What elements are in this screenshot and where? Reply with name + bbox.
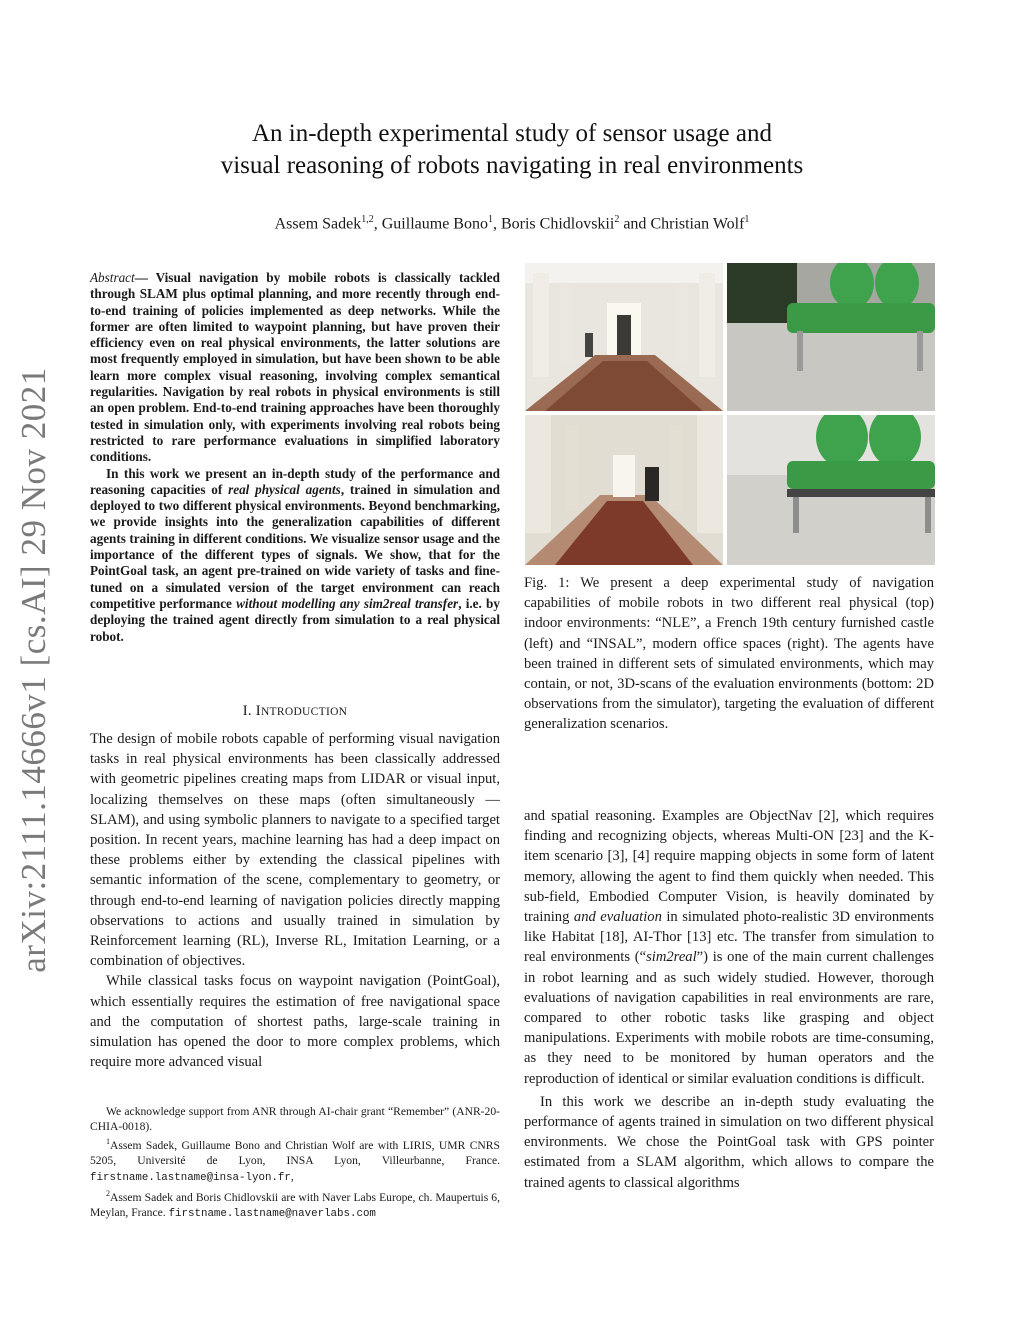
abstract-text: In this work we present an in-depth study of the performance and reasoning capacities of bbox=[90, 465, 500, 497]
arxiv-id: arXiv:2111.14666v1 [cs.AI] 29 Nov 2021 bbox=[14, 367, 53, 973]
right-paragraph-1 bbox=[524, 806, 934, 1089]
author-name: Assem Sadek bbox=[274, 215, 362, 233]
author-list bbox=[150, 209, 874, 235]
abstract-text: , trained in simulation and deployed to two different physical environments. Beyond benchmarking, we provide insights into the generalization capabilities of different agents training in different conditions. We visualize sensor usage and the importance of the different types of signals. We show, that for the PointGoal task, an agent pre-trained on wide variety of tasks and fine-tuned on a simulated version of the target environment can reach competitive performance bbox=[90, 481, 500, 611]
body-text: ”) is one of the main current challenges in robot learning and as such widely studied. However, thorough evaluations of navigation capabilities in real environments are rare, compared to other robotic tasks like grasping and object manipulations. Experiments with mobile robots are time-consuming, as they need to be monitored by human operators and the reproduction of identical or similar evaluation conditions is difficult. bbox=[524, 949, 934, 1087]
abstract-text-1: Visual navigation by mobile robots is classically tackled through SLAM plus optimal planning, and more recently through end-to-end training of policies implemented as deep networks. While the former are often limited to waypoint planning, but have proven their efficiency even on real physical environments, the latter solutions are most frequently employed in simulation, but have been shown to be able learn more complex visual reasoning, involving complex semantical regularities. Navigation by real robots in physical environments is still an open problem. End-to-end training approaches have been thoroughly tested in simulation only, with experiments involving real robots being restricted to rare performance evaluations in simplified laboratory conditions. bbox=[90, 270, 500, 465]
author-name: Boris Chidlovskii bbox=[500, 215, 615, 233]
author-separator: and bbox=[619, 215, 651, 233]
photo-castle-simulated bbox=[525, 415, 723, 565]
body-text: in simulated photo-realistic 3D environments like Habitat [18], AI-Thor [13] etc. The transfer from simulation to real environments (“ bbox=[524, 909, 934, 966]
right-column-body bbox=[524, 806, 934, 1193]
right-paragraph-2: In this work we describe an in-depth study evaluating the performance of agents trained in simulation on two different physical environments. We chose the PointGoal task with GPS pointer estimated from a SLAM algorithm, which allows to compare the trained agents to classical algorithms bbox=[524, 1093, 934, 1191]
footnote-punct: , bbox=[290, 1169, 294, 1183]
body-emphasis: and evaluation bbox=[573, 909, 662, 926]
footnote-text: Assem Sadek, Guillaume Bono and Christian Wolf are with LIRIS, UMR CNRS 5205, Université de Lyon, INSA Lyon, Villeurbanne, France. bbox=[90, 1139, 500, 1168]
introduction-body bbox=[90, 729, 500, 1072]
footnote-text: Assem Sadek and Boris Chidlovskii are with Naver Labs Europe, ch. Maupertuis 6, Meylan, France. bbox=[90, 1190, 500, 1219]
footnote-mark: 1 bbox=[106, 1137, 110, 1147]
body-emphasis: sim2real bbox=[646, 949, 697, 966]
intro-paragraph-2: While classical tasks focus on waypoint navigation (PointGoal), which essentially requires the estimation of free navigational space and the computation of shortest paths, large-scale training in simulation has opened the door to more complex problems, which require more advanced visual bbox=[90, 973, 500, 1071]
figure-1 bbox=[525, 263, 935, 565]
abstract bbox=[90, 270, 500, 645]
photo-office-real bbox=[727, 263, 935, 411]
title-line-2: visual reasoning of robots navigating in real environments bbox=[220, 152, 804, 179]
abstract-dash: — bbox=[134, 270, 156, 285]
footnote-2 bbox=[90, 1186, 500, 1222]
footnote-acknowledgement: We acknowledge support from ANR through AI-chair grant “Remember” (ANR-20-CHIA-0018). bbox=[90, 1105, 500, 1134]
abstract-label: Abstract bbox=[90, 270, 135, 285]
author-affiliation: 2 bbox=[614, 214, 620, 225]
figure-1-caption: Fig. 1: We present a deep experimental study of navigation capabilities of mobile robots in two different real physical (top) indoor environments: “NLE”, a French 19th century furnished castle (left) and “INSAL”, modern office spaces (right). The agents have been trained in different sets of simulated environments, which may contain, or not, 3D-scans of the evaluation environments (bottom: 2D observations from the simulator), targeting the evaluation of different generalization scenarios. bbox=[524, 575, 934, 733]
abstract-paragraph-1 bbox=[90, 270, 500, 466]
photo-castle-real bbox=[525, 263, 723, 411]
section-title-initial: I bbox=[255, 703, 261, 719]
footnote-mark: 2 bbox=[106, 1188, 110, 1198]
footnotes bbox=[90, 1104, 500, 1222]
author-affiliation: 1 bbox=[744, 214, 750, 225]
author-separator: , bbox=[373, 215, 382, 233]
footnote-email: firstname.lastname@insa-lyon.fr bbox=[90, 1171, 291, 1184]
body-text: and spatial reasoning. Examples are ObjectNav [2], which requires finding and recognizing objects, whereas Multi-ON [23] and the K-item scenario [3], [4] require mapping objects in some form of latent memory, allowing the agent to find them quickly when needed. This sub-field, Embodied Computer Vision, is heavily dominated by training bbox=[524, 808, 934, 926]
abstract-paragraph-2 bbox=[90, 466, 500, 645]
abstract-emphasis: real physical agents bbox=[228, 481, 341, 497]
title-line-1: An in-depth experimental study of sensor usage and bbox=[251, 120, 772, 147]
abstract-text: , i.e. by deploying the trained agent directly from simulation to a real physical robot. bbox=[90, 595, 500, 644]
author-affiliation: 1,2 bbox=[361, 214, 374, 225]
footnote-email: firstname.lastname@naverlabs.com bbox=[168, 1207, 376, 1220]
footnote-1 bbox=[90, 1134, 500, 1185]
paper-title bbox=[150, 118, 874, 182]
arxiv-stamp bbox=[14, 365, 54, 975]
section-title-rest: NTRODUCTION bbox=[260, 706, 348, 718]
author-name: Christian Wolf bbox=[650, 215, 745, 233]
author-affiliation: 1 bbox=[487, 214, 493, 225]
author-separator: , bbox=[492, 215, 501, 233]
author-name: Guillaume Bono bbox=[381, 215, 488, 233]
abstract-emphasis: without modelling any sim2real transfer bbox=[236, 595, 459, 611]
section-number: I. bbox=[242, 703, 256, 719]
photo-office-simulated bbox=[727, 415, 935, 565]
intro-paragraph-1: The design of mobile robots capable of performing visual navigation tasks in real physical environments has been classically addressed with geometric pipelines creating maps from LIDAR or visual input, localizing themselves on these maps (often simultaneously — SLAM), and using symbolic planners to navigate to a specified target position. In recent years, machine learning has had a deep impact on these problems either by extending the classical pipelines with semantic information of the scene, complementary to geometry, or through end-to-end learning of navigation policies directly mapping observations to actions and usually trained in simulation by Reinforcement learning (RL), Inverse RL, Imitation Learning, or a combination of objectives. bbox=[90, 731, 500, 970]
section-heading-introduction bbox=[90, 703, 500, 720]
